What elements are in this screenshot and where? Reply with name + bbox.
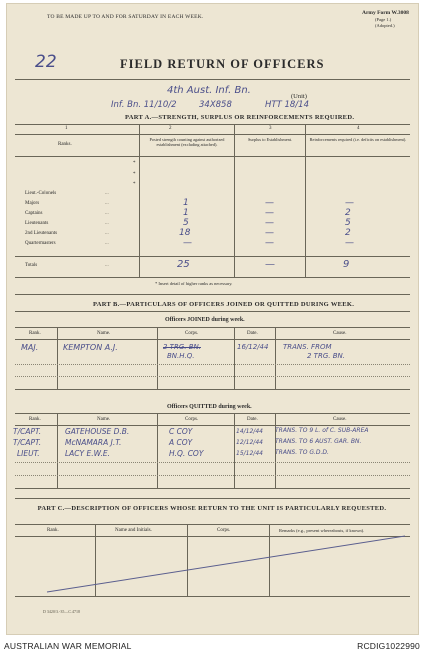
- part-a-title: PART A.—STRENGTH, SURPLUS OR REINFORCEMENTS REQUIRED.: [125, 114, 355, 121]
- unit-code: 34X858: [199, 100, 232, 110]
- unit-name: 4th Aust. Inf. Bn.: [167, 85, 251, 96]
- header-note: TO BE MADE UP TO AND FOR SATURDAY IN EACH WEEK.: [47, 14, 204, 20]
- quitted-rank-3: LIEUT.: [17, 449, 40, 458]
- posted-2nd-lieutenants: 18: [179, 228, 191, 238]
- quitted-header-date: Date.: [247, 417, 258, 422]
- form-id: Army Form W.3008: [362, 10, 409, 16]
- quitted-header-rank: Rank.: [29, 417, 41, 422]
- quitted-cause-3: TRANS. TO G.D.D.: [275, 449, 329, 456]
- unit-label: (Unit): [291, 93, 307, 100]
- quitted-rank-1: T/CAPT.: [13, 427, 42, 436]
- totals-posted: 25: [177, 259, 190, 270]
- joined-corps-struck: 2 TRG. BN.: [163, 343, 201, 351]
- part-c-header-corps: Corps.: [217, 528, 231, 533]
- joined-header-rank: Rank.: [29, 331, 41, 336]
- joined-header-name: Name.: [97, 331, 111, 336]
- surplus-majors: —: [265, 198, 274, 208]
- joined-name: KEMPTON A.J.: [63, 343, 118, 352]
- joined-header-cause: Cause.: [333, 331, 347, 336]
- quitted-name-2: McNAMARA J.T.: [65, 438, 122, 447]
- rank-row-captains: Captains: [25, 211, 43, 216]
- joined-header-date: Date.: [247, 331, 258, 336]
- quitted-name-3: LACY E.W.E.: [65, 449, 110, 458]
- reinf-quartermasters: —: [345, 238, 354, 248]
- posted-quartermasters: —: [183, 238, 192, 248]
- unit-detail: Inf. Bn. 11/10/2: [111, 100, 177, 110]
- joined-cause: TRANS. FROM: [283, 343, 332, 351]
- header-ranks: Ranks.: [58, 142, 72, 147]
- posted-majors: 1: [183, 198, 189, 208]
- reinf-majors: —: [345, 198, 354, 208]
- rank-row-majors: Majors: [25, 201, 40, 206]
- archive-name: AUSTRALIAN WAR MEMORIAL: [4, 641, 132, 651]
- unit-htt: HTT 18/14: [265, 100, 309, 110]
- surplus-quartermasters: —: [265, 238, 274, 248]
- reinf-lieutenants: 5: [345, 218, 351, 228]
- archive-footer: [0, 635, 425, 654]
- quitted-header-corps: Corps.: [185, 417, 199, 422]
- archive-id: RCDIG1022990: [357, 641, 420, 651]
- form-page-number: (Page 1.): [375, 17, 392, 22]
- form-adopted: (Adopted.): [375, 23, 395, 28]
- quitted-corps-2: A COY: [169, 438, 193, 447]
- surplus-lieutenants: —: [265, 218, 274, 228]
- part-b-title: PART B.—PARTICULARS OF OFFICERS JOINED OR QUITTED DURING WEEK.: [93, 301, 355, 308]
- quitted-date-3: 15/12/44: [236, 450, 263, 457]
- totals-label: Totals: [25, 263, 38, 268]
- header-surplus: Surplus to Establishment.: [247, 137, 293, 142]
- quitted-corps-1: C COY: [169, 427, 193, 436]
- joined-header-corps: Corps.: [185, 331, 199, 336]
- col-number-1: 1: [65, 126, 68, 131]
- surplus-captains: —: [265, 208, 274, 218]
- col-number-3: 3: [269, 126, 272, 131]
- part-c-header-rank: Rank.: [47, 528, 59, 533]
- rank-row-lieutenants: Lieutenants: [25, 221, 49, 226]
- rank-row-2nd-lieutenants: 2nd Lieutenants: [25, 231, 58, 236]
- quitted-title: Officers QUITTED during week.: [167, 404, 252, 410]
- rank-row-ltcol: Lieut.-Colonels: [25, 191, 57, 196]
- form-title: FIELD RETURN OF OFFICERS: [120, 57, 325, 71]
- quitted-date-1: 14/12/44: [236, 428, 263, 435]
- part-c-header-name: Name and Initials.: [115, 528, 152, 533]
- joined-title: Officers JOINED during week.: [165, 317, 245, 323]
- quitted-cause-2: TRANS. TO 6 AUST. GAR. BN.: [275, 438, 362, 445]
- col-number-2: 2: [169, 126, 172, 131]
- posted-captains: 1: [183, 208, 189, 218]
- joined-cause-detail: 2 TRG. BN.: [307, 352, 345, 360]
- surplus-2nd-lieutenants: —: [265, 228, 274, 238]
- joined-rank: MAJ.: [21, 343, 39, 352]
- joined-corps: BN.H.Q.: [167, 352, 195, 360]
- totals-reinf: 9: [343, 259, 350, 270]
- quitted-header-cause: Cause.: [333, 417, 347, 422]
- col-number-4: 4: [357, 126, 360, 131]
- quitted-rank-2: T/CAPT.: [13, 438, 42, 447]
- printer-code: D 3420/3.-35—C.4718: [43, 609, 80, 614]
- reinf-2nd-lieutenants: 2: [345, 228, 351, 238]
- quitted-header-name: Name.: [97, 417, 111, 422]
- header-reinf: Reinforcements required (i.e. deficits on establishment).: [309, 137, 407, 142]
- reinf-captains: 2: [345, 208, 351, 218]
- quitted-date-2: 12/12/44: [236, 439, 263, 446]
- quitted-cause-1: TRANS. TO 9 L. of C. SUB-AREA: [275, 427, 369, 434]
- form-page: TO BE MADE UP TO AND FOR SATURDAY IN EACH WEEK. Army Form W.3008 (Page 1.) (Adopted.) 22 FIELD RETURN OF OFFICERS 4th Aust. Inf. Bn. (Unit) Inf. Bn. 11/10/2 34X858 HTT 18/14 PART A.—STRENGTH, SURPLUS OR REINFORCEMENTS REQUIRED. 1 2 3 4 Ranks. Posted strength counting against authorized establishment (excluding attached). Surplus to Establishment. Reinforcements required (i.e. deficits on establishment). * * * Lieut.-Colonels Majors Captains Lieutenants 2nd Lieutenants Quartermasters ... ... ... ... ... ... 1 1 5 18 — — — — — — — 2 5 2 — Totals ... 25 — 9 * Insert detail of higher ranks as necessary. PART B.—PARTICULARS OF OFFICERS JOINED OR QUITTED DURING WEEK. Officers JOINED during week. Rank. Name. Corps. Date. Cause. MAJ. KEMPTON A.J. 2 TRG. BN. BN.H.Q. 16/12/44 TRANS. FROM 2 TRG. BN. Officers QUITTED during week. Rank. Name. Corps. Date. Cause. T/CAPT. GATEHOUSE D.B. C COY 14/12/44 TRANS. TO 9 L. of C. SUB-AREA T/CAPT. McNAMARA J.T. A COY 12/12/44 TRANS. TO 6 AUST. GAR. BN. LIEUT. LACY E.W.E. H.Q. COY 15/12/44 TRANS. TO G.D.D. PART C.—DESCRIPTION OF OFFICERS WHOSE RETURN TO THE UNIT IS PARTICULARLY REQUESTED. Rank. Name and Initials. Corps. Remarks (e.g., present whereabouts, if known). D 3420/3.-35—C.4718: [6, 3, 419, 635]
- part-c-cancel-stroke: [7, 4, 420, 636]
- joined-date: 16/12/44: [237, 343, 269, 351]
- posted-lieutenants: 5: [183, 218, 189, 228]
- totals-surplus: —: [265, 259, 275, 270]
- quitted-corps-3: H.Q. COY: [169, 449, 204, 458]
- part-c-header-remarks: Remarks (e.g., present whereabouts, if known).: [279, 528, 365, 533]
- rank-row-quartermasters: Quartermasters: [25, 241, 56, 246]
- part-c-title: PART C.—DESCRIPTION OF OFFICERS WHOSE RETURN TO THE UNIT IS PARTICULARLY REQUESTED.: [37, 505, 387, 512]
- quitted-name-1: GATEHOUSE D.B.: [65, 427, 130, 436]
- part-a-footnote: * Insert detail of higher ranks as necessary.: [155, 281, 233, 286]
- folio-number: 22: [35, 52, 57, 72]
- header-posted: Posted strength counting against authorized establishment (excluding attached).: [149, 137, 225, 147]
